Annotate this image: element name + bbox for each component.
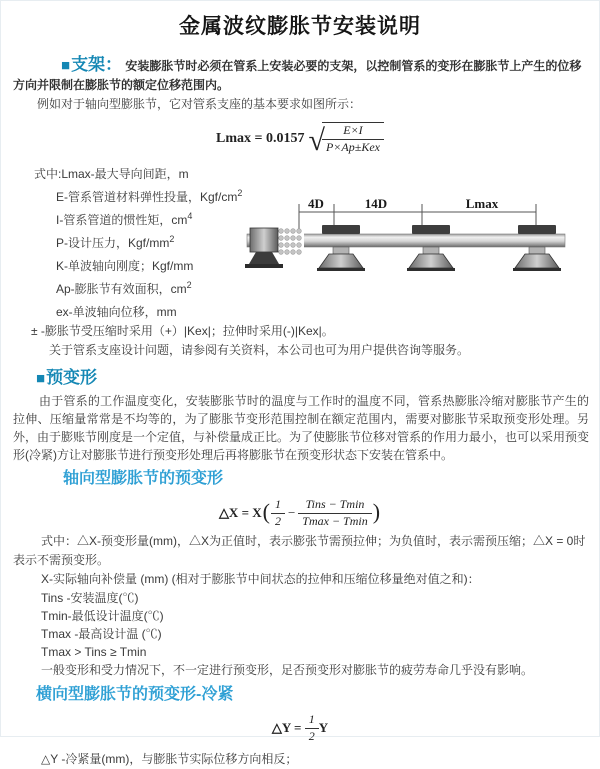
temp-inequality-line: Tmax > Tins ≥ Tmin xyxy=(41,645,147,659)
fraction-denominator: P×Ap±Kex xyxy=(325,140,380,154)
radical-sign: √ xyxy=(308,124,325,157)
guide-support xyxy=(317,225,365,271)
axial-preform-heading: 轴向型膨胀节的预变形 xyxy=(63,470,224,487)
guide-support xyxy=(407,225,455,271)
formula-lhs: △Y = xyxy=(271,720,302,735)
variable-item: K-单波轴向刚度；Kgf/mm xyxy=(56,259,194,273)
variables-intro-line: 式中:Lmax-最大导向间距，m xyxy=(34,167,189,181)
close-paren: ) xyxy=(372,499,381,524)
lateral-preform-heading: 横向型膨胀节的预变形-冷紧 xyxy=(36,686,234,703)
dimension-label-lmax: Lmax xyxy=(465,196,499,211)
section-marker-icon: ■ xyxy=(36,370,46,387)
x-definition-line: X-实际轴向补偿量 (mm) (相对于膨胀节中间状态的拉伸和压缩位移量绝对值之和)： xyxy=(41,572,480,586)
support-example-line: 例如对于轴向型膨胀节，它对管系支座的基本要求如图所示： xyxy=(37,97,362,111)
axial-preform-formula xyxy=(1,494,599,532)
consulting-note-line: 关于管系支座设计问题，请参阅有关资料，本公司也可为用户提供咨询等服务。 xyxy=(49,343,470,357)
formula-lhs: △X = X xyxy=(218,505,262,520)
page-title: 金属波纹膨胀节安装说明 xyxy=(179,15,421,38)
open-paren: ( xyxy=(262,499,270,524)
guide-spacing-formula xyxy=(1,120,599,158)
superscript: 2 xyxy=(169,234,175,244)
preform-note-line: 一般变形和受力情况下，不一定进行预变形，足否预变形对膨胀节的疲劳寿命几乎没有影响。 xyxy=(41,663,534,677)
dimension-label-4d: 4D xyxy=(308,196,324,211)
temp-def-line: Tmax -最高设计温 (℃) xyxy=(41,627,162,641)
fraction-numerator: E×I xyxy=(322,123,384,140)
lateral-formula-desc: △Y -冷紧量(mm)，与膨胀节实际位移方向相反； xyxy=(41,752,298,766)
half-fraction: $\frac{1}{2}$ xyxy=(271,497,285,529)
dimension-label-14d: 14D xyxy=(364,196,388,211)
support-intro-text: 安装膨胀节时必须在管系上安装必要的支架，以控制管系的变形在膨胀节上产生的位移方向并限制在膨胀节的额定位移范围内。 xyxy=(13,59,582,92)
formula-fraction xyxy=(322,122,384,155)
section-preform-heading xyxy=(36,366,599,391)
temp-def-line: Tmin-最低设计温度(℃) xyxy=(41,609,164,623)
variable-item: I-管系管道的惯性矩，$cm^4$ xyxy=(56,211,193,227)
superscript: 2 xyxy=(237,188,243,198)
lateral-preform-formula xyxy=(1,712,599,744)
bellows xyxy=(276,229,304,255)
section-marker-icon: ■ xyxy=(61,57,71,74)
superscript: 4 xyxy=(187,211,193,221)
superscript: 2 xyxy=(186,280,192,290)
formula-lhs: Lmax = 0.0157 xyxy=(216,131,305,146)
variable-item: Ap-膨胀节有效面积，$cm^2$ xyxy=(56,280,192,296)
section-support-heading xyxy=(61,55,122,74)
section-preform-label: 预变形 xyxy=(46,368,98,387)
minus-sign: − xyxy=(287,505,296,520)
axial-formula-desc: 式中：△X-预变形量(mm)，△X为正值时，表示膨张节需预拉伸；为负值时，表示需预压缩；△X = 0时表示不需预变形。 xyxy=(13,534,586,567)
variable-item: P-设计压力，Kgf/$mm^2$ xyxy=(56,234,175,250)
temperature-fraction: $\frac{\text{Tins − Tmin}}{Tmax - Tmin}$ xyxy=(298,497,371,529)
support-intro-paragraph xyxy=(13,55,587,95)
variable-item: E-管系管道材料弹性投量，Kgf/$cm^2$ xyxy=(56,188,243,204)
pipe-support-diagram xyxy=(245,194,567,286)
section-support-label: 支架： xyxy=(71,55,123,74)
formula-rhs: Y xyxy=(318,720,329,735)
guide-support xyxy=(513,225,561,271)
variable-item: ex-单波轴向位移，mm xyxy=(56,305,177,319)
temp-def-line: Tins -安装温度(℃) xyxy=(41,591,139,605)
half-fraction: $\frac{1}{2}$ xyxy=(305,712,319,744)
anchor-support xyxy=(245,228,283,268)
preform-paragraph: 由于管系的工作温度变化，安装膨胀节时的温度与工作时的温度不同，管系热膨胀冷缩对膨胀节产生的拉伸、压缩量常常是不均等的，为了膨胀节变形范围控制在额定范围内，需要对膨胀节采取预变形处理。另外，由于膨账节刚度是一个定值，与补偿量成正比。为了使膨胀节位移对管系的作用力最小，也可以采用预变形(冷紧)方让对膨胀节进行预变形处理后再将膨胀节在预变形状态下安装在管系中。 xyxy=(13,394,590,462)
plusminus-rule-line: ± -膨胀节受压缩时采用（+）|Kex|；拉伸时采用(-)|Kex|。 xyxy=(31,324,334,338)
